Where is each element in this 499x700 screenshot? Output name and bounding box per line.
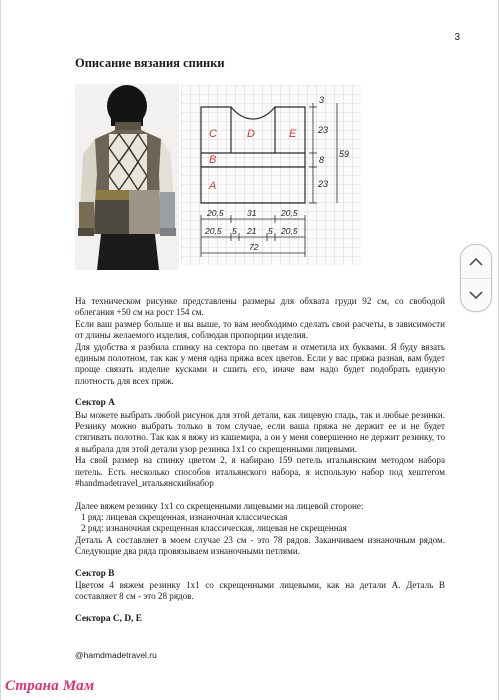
scroll-up-button[interactable]: [461, 245, 491, 279]
sector-label-d: D: [247, 128, 255, 140]
sector-label-c: C: [209, 128, 217, 140]
sector-a-heading: Сектор А: [75, 398, 115, 409]
sector-label-b: B: [209, 154, 217, 166]
sector-a-paragraph-1: Вы можете выбрать любой рисунок для этой детали, как лицевую гладь, так и любые резинки. Резинку можно выбрать только в том случае, если ваша пряжа не держит ее и не будет стягивать полотно. Так как я вяжу из кашемира, а он у меня совершенно не держит резинку, то я выбрала для этой детали узор резинка 1х1 со скрещенными лицевыми.: [75, 409, 445, 454]
sector-label-a: A: [209, 180, 217, 192]
width-label-bot-1: 20,5: [205, 226, 222, 236]
chevron-down-icon: [469, 290, 483, 300]
sector-b-paragraph-1: Цветом 4 вяжем резинку 1х1 со скрещенными лицевыми, как на детали А. Деталь В составляет 8 см - это 28 рядов.: [75, 579, 445, 602]
sector-label-e: E: [289, 128, 297, 140]
height-label-23-top: 23: [318, 125, 329, 135]
intro-paragraph-3: Для удобства я разбила спинку на сектора по цветам и отметила их буквами. Я буду вязать единым полотном, так как у меня одна пряжа всех цветов. Если у вас пряжа разная, вам будет проще связать изделие кусками и сшить его, иначе вам надо будет подобрать единую плотность для всех пряж.: [75, 341, 445, 386]
site-watermark: Страна Мам: [5, 678, 95, 694]
width-label-top-right: 20,5: [281, 208, 298, 218]
sector-a-row-1: 1 ряд: лицевая скрещенная, изнаночная классическая: [81, 511, 288, 522]
width-label-bot-5: 20,5: [281, 226, 298, 236]
width-label-bot-4: 5: [268, 226, 273, 236]
page-scroll-control: [460, 244, 492, 312]
width-label-total: 72: [249, 242, 259, 252]
height-label-23-bottom: 23: [318, 179, 329, 189]
knitting-schematic: [181, 85, 361, 265]
sector-a-paragraph-3: Далее вяжем резинку 1х1 со скрещенными лицевыми на лицевой стороне:: [75, 500, 364, 511]
width-label-bot-3: 21: [247, 226, 257, 236]
intro-paragraph-2: Если ваш размер больше и вы выше, то вам необходимо сделать свои расчеты, в зависимости от длины желаемого изделия, соблюдая пропорции изделия.: [75, 318, 445, 341]
height-label-total: 59: [339, 149, 350, 159]
width-label-bot-2: 5: [232, 226, 237, 236]
sector-a-paragraph-4: Деталь А составляет в моем случае 23 см - это 78 рядов. Заканчиваем изнаночным рядом. Следующие два ряда провязываем изнаночными петлями.: [75, 534, 445, 557]
sweater-photo: [75, 84, 179, 270]
scroll-down-button[interactable]: [461, 278, 491, 311]
sector-a-paragraph-2: На свой размер на спинку цветом 2, я набираю 159 петель итальянским методом набора петель. Есть несколько способов итальянского набора, я использую набор под хештегом #handmadetravel_итальянскийнабор: [75, 455, 445, 489]
sector-cde-heading: Сектора С, D, E: [75, 613, 143, 624]
page-title: Описание вязания спинки: [75, 56, 225, 70]
width-label-top-mid: 31: [247, 208, 257, 218]
height-label-8: 8: [319, 155, 325, 165]
sector-a-row-2: 2 ряд: изнаночная скрещенная классическая, лицевая не скрещенная: [81, 523, 347, 534]
document-body: [75, 296, 445, 625]
chevron-up-icon: [469, 257, 483, 267]
intro-paragraph-1: На техническом рисунке представлены размеры для обхвата груди 92 см, со свободой облегания +50 см на рост 154 см.: [75, 296, 445, 318]
author-handle: @hamdmadetravel.ru: [75, 650, 157, 660]
sector-b-heading: Сектор В: [75, 568, 115, 579]
height-label-3: 3: [319, 95, 325, 105]
page-number: 3: [454, 32, 460, 43]
width-label-top-left: 20,5: [207, 208, 224, 218]
